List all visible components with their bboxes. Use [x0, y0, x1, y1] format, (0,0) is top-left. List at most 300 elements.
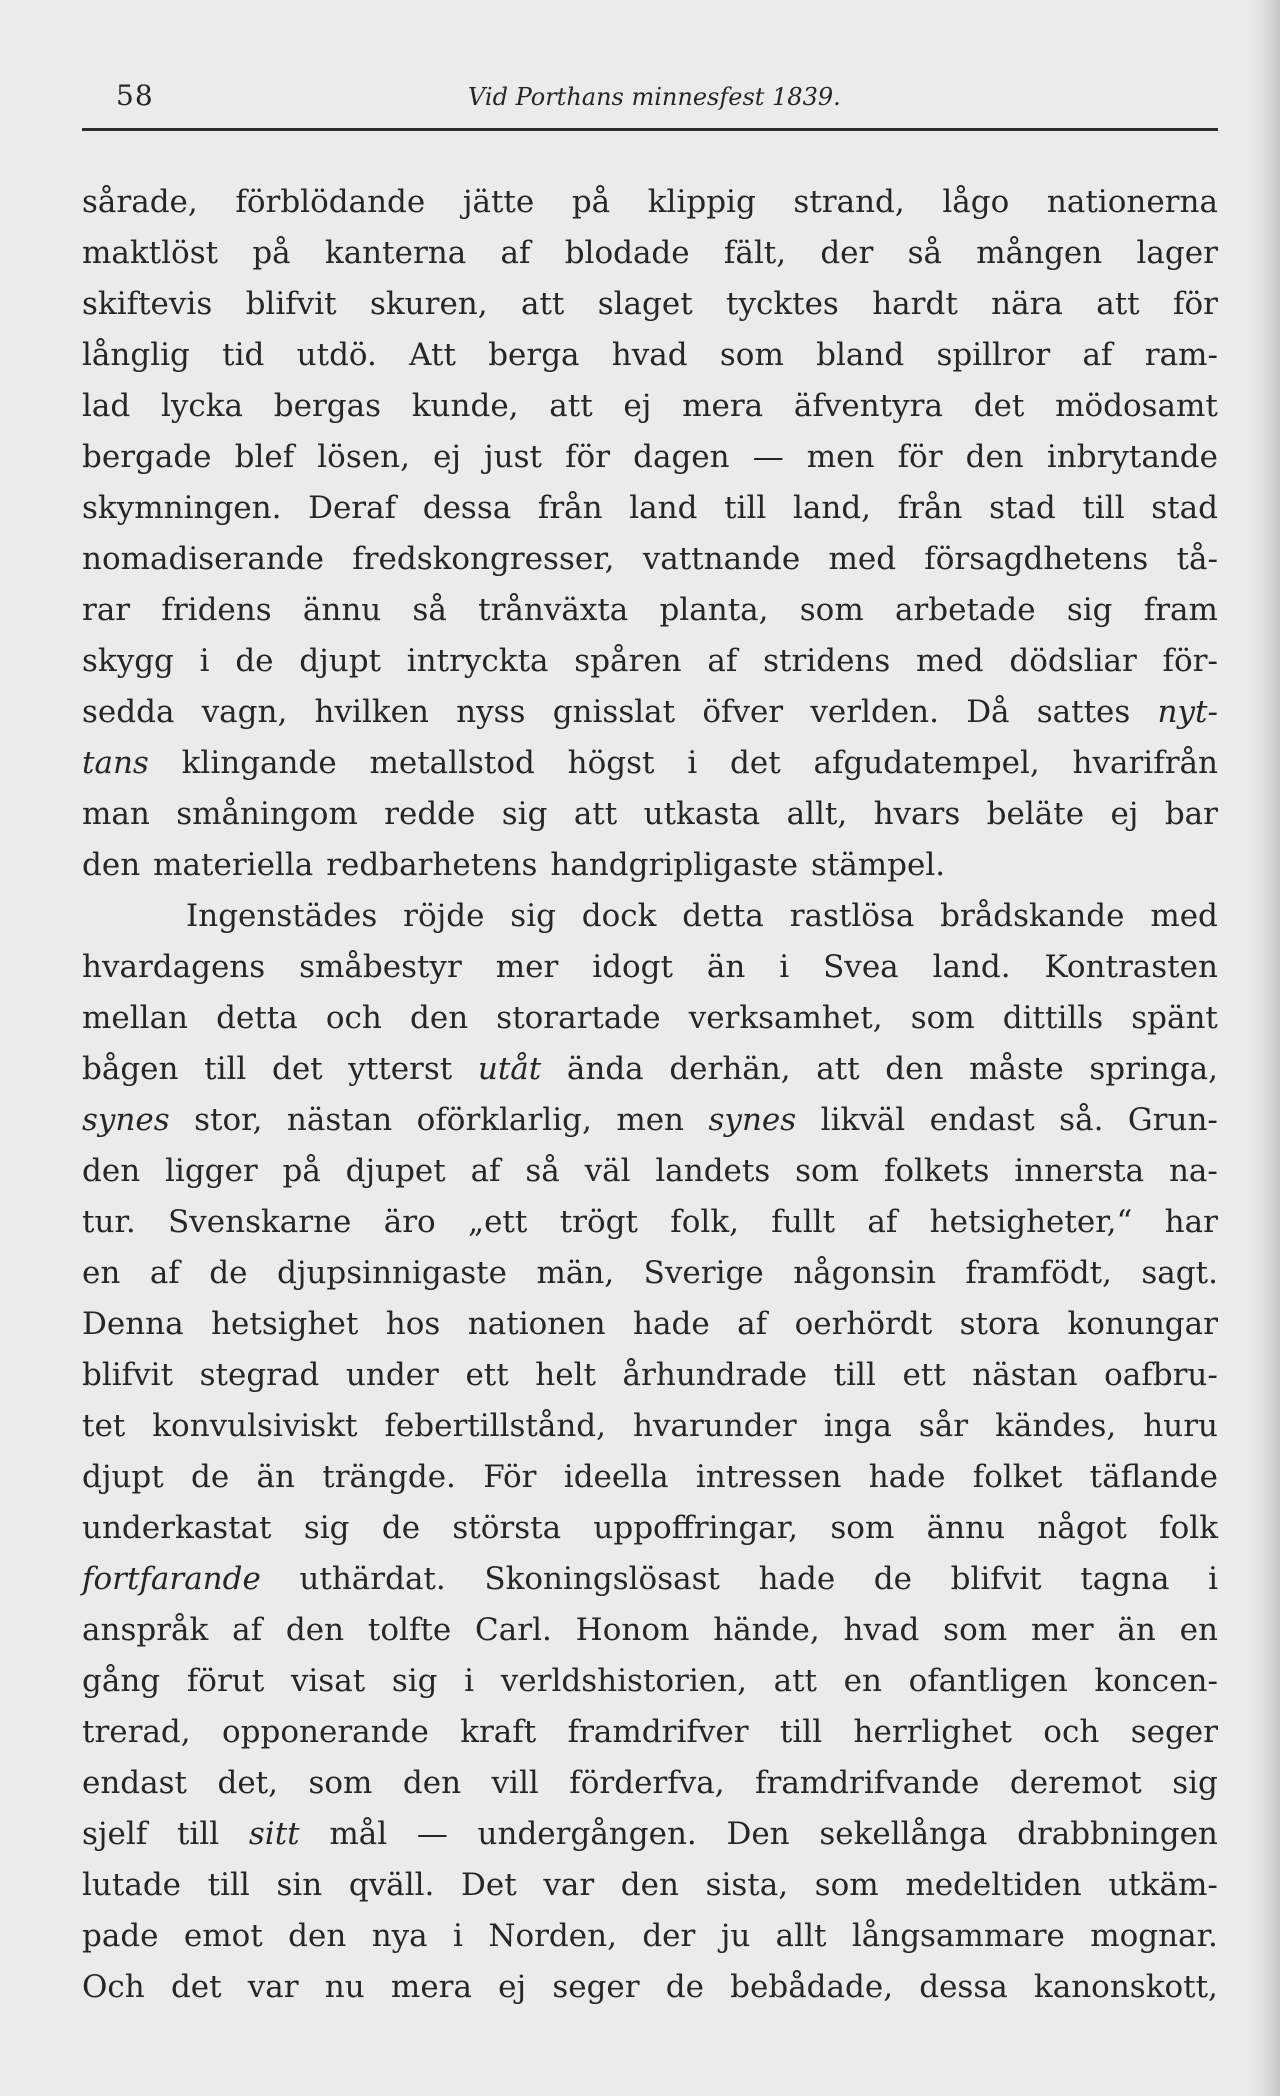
word: blifvit — [245, 286, 337, 322]
word: äro — [383, 1204, 436, 1240]
word: att — [816, 1051, 860, 1087]
word: herrlighet — [853, 1714, 1012, 1750]
word: ännu — [302, 592, 382, 628]
word: verksamhet, — [688, 1000, 883, 1036]
word: stämpel. — [810, 847, 946, 883]
word: pade — [82, 1918, 159, 1954]
word: materiella — [153, 847, 314, 883]
word: hade — [868, 1459, 946, 1495]
word: tur. — [82, 1204, 136, 1240]
word: måste — [969, 1051, 1064, 1087]
word: sårade, — [82, 184, 198, 220]
text-line — [82, 1554, 1218, 1605]
word: gnisslat — [552, 694, 676, 730]
text-line — [82, 1299, 1218, 1350]
word: nära — [991, 286, 1063, 322]
word: den — [410, 1000, 469, 1036]
word: hvars — [873, 796, 961, 832]
word: nya — [371, 1918, 428, 1954]
word: nu — [324, 1969, 365, 2005]
word: deremot — [1009, 1765, 1142, 1801]
word: maktlöst — [82, 235, 219, 271]
word: stora — [959, 1306, 1040, 1342]
word: febertillstånd, — [384, 1408, 606, 1444]
word: att — [573, 796, 618, 832]
word: vagn, — [201, 694, 288, 730]
text-line — [82, 1401, 1218, 1452]
word: väl — [584, 1153, 631, 1189]
word: vill — [491, 1765, 539, 1801]
word: af — [232, 1612, 263, 1648]
word: sattes — [1036, 694, 1131, 730]
word: slaget — [597, 286, 693, 322]
text-line — [82, 1350, 1218, 1401]
word: att — [520, 286, 565, 322]
word: att — [773, 1663, 817, 1699]
word: så. — [1059, 1102, 1104, 1138]
text-line — [82, 1605, 1218, 1656]
word: blifvit — [950, 1561, 1042, 1597]
word: från — [537, 490, 603, 526]
word: fortfarande — [82, 1561, 261, 1597]
word: derhän, — [669, 1051, 791, 1087]
word: huru — [1143, 1408, 1218, 1444]
word: lycka — [160, 388, 244, 424]
word: dessa — [422, 490, 512, 526]
text-line — [82, 534, 1218, 585]
word: redbarhetens — [326, 847, 538, 883]
word: mera — [390, 1969, 472, 2005]
word: spänt — [1131, 1000, 1218, 1036]
word: än — [256, 1459, 295, 1495]
word: För — [483, 1459, 537, 1495]
word: „ett — [468, 1204, 528, 1240]
text-line — [82, 228, 1218, 279]
word: detta — [216, 1000, 298, 1036]
word: endast — [82, 1765, 188, 1801]
word: stegrad — [199, 1357, 320, 1393]
word: tå- — [1176, 541, 1218, 577]
word: småbestyr — [299, 949, 462, 985]
word: till — [176, 1816, 220, 1852]
word: dittills — [1002, 1000, 1104, 1036]
text-line — [82, 738, 1218, 789]
text-line — [82, 687, 1218, 738]
text-line — [82, 1197, 1218, 1248]
word: lager — [1136, 235, 1218, 271]
word: utåt — [477, 1051, 542, 1087]
text-line — [82, 1962, 1218, 2013]
word: der — [820, 235, 874, 271]
word: mål — [329, 1816, 388, 1852]
word: sjelf — [82, 1816, 148, 1852]
word: som — [943, 1612, 1008, 1648]
word: sig — [303, 1510, 350, 1546]
word: stor, — [194, 1102, 263, 1138]
word: mera — [682, 388, 764, 424]
word: synes — [82, 1102, 170, 1138]
word: djupet — [345, 1153, 446, 1189]
word: äfventyra — [793, 388, 943, 424]
word: till — [204, 1051, 247, 1087]
running-header — [82, 76, 1218, 120]
word: långlig — [82, 337, 190, 373]
word: undergången. — [477, 1816, 697, 1852]
word: arbetade — [894, 592, 1036, 628]
word: utdö. — [296, 337, 377, 373]
word: bland — [816, 337, 905, 373]
word: metallstod — [369, 745, 535, 781]
word: för — [897, 439, 943, 475]
word: helt — [535, 1357, 596, 1393]
word: medeltiden — [905, 1867, 1082, 1903]
word: ligger — [164, 1153, 258, 1189]
word: i — [779, 949, 790, 985]
word: stad — [989, 490, 1056, 526]
word: trerad, — [82, 1714, 191, 1750]
word: försagdhetens — [924, 541, 1149, 577]
word: Denna — [82, 1306, 184, 1342]
word: af — [1082, 337, 1113, 373]
word: en — [843, 1663, 882, 1699]
word: blodade — [564, 235, 690, 271]
word: fredskongresser, — [352, 541, 615, 577]
word: mer — [495, 949, 559, 985]
word: tans — [82, 745, 149, 781]
word: långsammare — [851, 1918, 1065, 1954]
word: djupt — [82, 1459, 164, 1495]
text-line — [82, 1503, 1218, 1554]
word: hardt — [872, 286, 958, 322]
word: hvardagens — [82, 949, 266, 985]
word: med — [1150, 898, 1218, 934]
word: män, — [536, 1255, 615, 1291]
word: som — [719, 337, 784, 373]
word: något — [1037, 1510, 1127, 1546]
word: tid — [222, 337, 265, 373]
word: anspråk — [82, 1612, 209, 1648]
word: land — [629, 490, 698, 526]
word: stridens — [763, 643, 891, 679]
body-text — [82, 177, 1218, 2013]
text-line — [82, 585, 1218, 636]
word: som — [814, 1867, 879, 1903]
word: folk — [1159, 1510, 1218, 1546]
text-line — [82, 636, 1218, 687]
word: skiftevis — [82, 286, 213, 322]
word: nationerna — [1046, 184, 1218, 220]
word: århundrade — [622, 1357, 808, 1393]
word: bågen — [82, 1051, 179, 1087]
word: skymningen. — [82, 490, 282, 526]
word: ju — [720, 1918, 751, 1954]
text-line — [82, 1452, 1218, 1503]
word: af — [149, 1255, 180, 1291]
word: af — [867, 1204, 898, 1240]
word: konungar — [1067, 1306, 1218, 1342]
text-line — [82, 993, 1218, 1044]
word: af — [500, 235, 531, 271]
word: ända — [566, 1051, 644, 1087]
word: fram — [1143, 592, 1218, 628]
word: Då — [966, 694, 1010, 730]
word: dödsliar — [1009, 643, 1137, 679]
word: stad — [1151, 490, 1218, 526]
word: med — [916, 643, 984, 679]
word: sagt. — [1141, 1255, 1218, 1291]
word: högst — [567, 745, 655, 781]
word: Kontrasten — [1044, 949, 1218, 985]
word: hvad — [843, 1612, 920, 1648]
word: verlden. — [810, 694, 939, 730]
word: den — [82, 847, 141, 883]
word: mognar. — [1090, 1918, 1218, 1954]
word: afgudatempel, — [813, 745, 1040, 781]
word: sig — [501, 796, 548, 832]
word: kändes, — [995, 1408, 1117, 1444]
word: det — [170, 1969, 222, 2005]
word: Norden, — [488, 1918, 617, 1954]
word: hvarifrån — [1072, 745, 1218, 781]
word: hvilken — [314, 694, 429, 730]
word: seger — [1130, 1714, 1218, 1750]
word: var — [247, 1969, 299, 2005]
word: blef — [234, 439, 295, 475]
word: hetsigheter,“ — [929, 1204, 1133, 1240]
word: tet — [82, 1408, 126, 1444]
word: mången — [976, 235, 1103, 271]
word: fullt — [771, 1204, 836, 1240]
word: gång — [82, 1663, 161, 1699]
word: allt, — [786, 796, 848, 832]
word: största — [452, 1510, 562, 1546]
word: förut — [186, 1663, 265, 1699]
word: som — [799, 592, 864, 628]
text-line — [82, 1248, 1218, 1299]
word: kraft — [460, 1714, 537, 1750]
word: Det — [461, 1867, 517, 1903]
text-line — [82, 483, 1218, 534]
word: till — [779, 1714, 823, 1750]
word: hvad — [611, 337, 688, 373]
word: Att — [409, 337, 456, 373]
word: röjde — [403, 898, 485, 934]
word: och — [325, 1000, 382, 1036]
word: detta — [682, 898, 764, 934]
word: i — [199, 643, 210, 679]
word: underkastat — [82, 1510, 272, 1546]
word: folk, — [670, 1204, 739, 1240]
word: dessa — [919, 1969, 1008, 2005]
word: de — [381, 1510, 421, 1546]
word: lösen, — [317, 439, 410, 475]
word: Grun- — [1127, 1102, 1218, 1138]
word: spåren — [574, 643, 682, 679]
word: tagna — [1080, 1561, 1170, 1597]
word: de — [665, 1969, 704, 2005]
word: den — [285, 1612, 345, 1648]
word: de — [209, 1255, 248, 1291]
word: ej — [1110, 796, 1139, 832]
word: klippig — [647, 184, 756, 220]
word: land. — [932, 949, 1011, 985]
word: trögt — [559, 1204, 638, 1240]
word: än — [706, 949, 746, 985]
word: opponerande — [222, 1714, 429, 1750]
word: trånväxta — [478, 592, 629, 628]
word: för- — [1162, 643, 1218, 679]
word: utkäm- — [1108, 1867, 1218, 1903]
word: tolfte — [367, 1612, 452, 1648]
word: ett — [902, 1357, 946, 1393]
word: sekellånga — [819, 1816, 988, 1852]
word: bergade — [82, 439, 212, 475]
word: lågo — [942, 184, 1010, 220]
word: koncen- — [1094, 1663, 1218, 1699]
word: så — [412, 592, 447, 628]
word: och — [1043, 1714, 1100, 1750]
text-line — [82, 381, 1218, 432]
word: Honom — [575, 1612, 690, 1648]
word: seger — [552, 1969, 640, 2005]
word: spillror — [936, 337, 1051, 373]
text-line — [82, 1095, 1218, 1146]
word: så — [525, 1153, 560, 1189]
word: nyss — [456, 694, 526, 730]
word: af — [470, 1153, 501, 1189]
word: synes — [708, 1102, 797, 1138]
word: djupsinnigaste — [276, 1255, 507, 1291]
word: var — [543, 1867, 595, 1903]
word: småningom — [176, 796, 358, 832]
word: redde — [384, 796, 476, 832]
word: ofantligen — [908, 1663, 1068, 1699]
word: dock — [581, 898, 657, 934]
text-line — [82, 1809, 1218, 1860]
word: en — [1179, 1612, 1218, 1648]
word: sig — [391, 1663, 438, 1699]
word: Ingenstädes — [186, 898, 378, 934]
text-line — [82, 1146, 1218, 1197]
word: land, — [792, 490, 872, 526]
word: den — [965, 439, 1024, 475]
word: den — [402, 1765, 462, 1801]
word: innersta — [1014, 1153, 1145, 1189]
word: handgripligaste — [550, 847, 798, 883]
word: än — [1117, 1612, 1156, 1648]
word: det — [973, 388, 1025, 424]
word: lad — [82, 388, 131, 424]
word: inga — [823, 1408, 892, 1444]
word: drabbningen — [1017, 1816, 1218, 1852]
word: i — [453, 1918, 463, 1954]
word: det — [730, 745, 781, 781]
word: till — [1082, 490, 1125, 526]
word: idogt — [592, 949, 673, 985]
text-line — [82, 840, 1218, 891]
word: visat — [290, 1663, 366, 1699]
word: de — [873, 1561, 912, 1597]
word: lutade — [82, 1867, 182, 1903]
word: till — [207, 1867, 250, 1903]
word: de — [191, 1459, 230, 1495]
text-line — [82, 1860, 1218, 1911]
word: Den — [726, 1816, 790, 1852]
word: som — [910, 1000, 975, 1036]
word: för — [565, 439, 611, 475]
word: uthärdat. — [299, 1561, 446, 1597]
word: — — [752, 439, 784, 475]
word: på — [282, 1153, 321, 1189]
word: blifvit — [82, 1357, 174, 1393]
word: någonsin — [793, 1255, 936, 1291]
word: sig — [1172, 1765, 1218, 1801]
word: Skoningslösast — [484, 1561, 720, 1597]
word: intressen — [695, 1459, 842, 1495]
word: för — [1172, 286, 1218, 322]
word: ännu — [926, 1510, 1006, 1546]
word: storartade — [496, 1000, 661, 1036]
word: nästan — [286, 1102, 393, 1138]
word: rar — [82, 592, 131, 628]
word: förblödande — [235, 184, 426, 220]
text-line — [82, 279, 1218, 330]
word: hetsighet — [211, 1306, 359, 1342]
running-title: Vid Porthans minnesfest 1839. — [468, 83, 841, 111]
word: ideella — [563, 1459, 669, 1495]
word: ett — [465, 1357, 509, 1393]
word: nationen — [467, 1306, 606, 1342]
word: ej — [623, 388, 652, 424]
word: kanterna — [324, 235, 467, 271]
word: brådskande — [940, 898, 1125, 934]
word: den — [620, 1867, 679, 1903]
word: men — [616, 1102, 685, 1138]
word: det, — [217, 1765, 278, 1801]
text-line — [82, 1707, 1218, 1758]
text-line — [82, 1656, 1218, 1707]
word: af — [737, 1306, 768, 1342]
header-rule — [82, 128, 1218, 131]
word: der — [642, 1918, 696, 1954]
word: bebådade, — [730, 1969, 894, 2005]
word: Deraf — [308, 490, 397, 526]
word: allt — [775, 1918, 827, 1954]
word: just — [484, 439, 542, 475]
word: mer — [1030, 1612, 1094, 1648]
word: så — [907, 235, 942, 271]
word: Svenskarne — [168, 1204, 352, 1240]
word: att — [1096, 286, 1140, 322]
page-edge-shadow — [1250, 0, 1280, 2096]
word: den — [82, 1153, 141, 1189]
word: under — [345, 1357, 439, 1393]
word: oerhördt — [794, 1306, 933, 1342]
word: kanonskott, — [1033, 1969, 1218, 2005]
word: från — [897, 490, 963, 526]
word: med — [828, 541, 897, 577]
word: fält, — [723, 235, 787, 271]
word: hvarunder — [632, 1408, 797, 1444]
word: det — [271, 1051, 323, 1087]
word: att — [549, 388, 593, 424]
word: kunde, — [411, 388, 519, 424]
word: trängde. — [322, 1459, 456, 1495]
text-line — [82, 789, 1218, 840]
word: framdrifvande — [755, 1765, 980, 1801]
word: men — [806, 439, 875, 475]
word: i — [687, 745, 698, 781]
